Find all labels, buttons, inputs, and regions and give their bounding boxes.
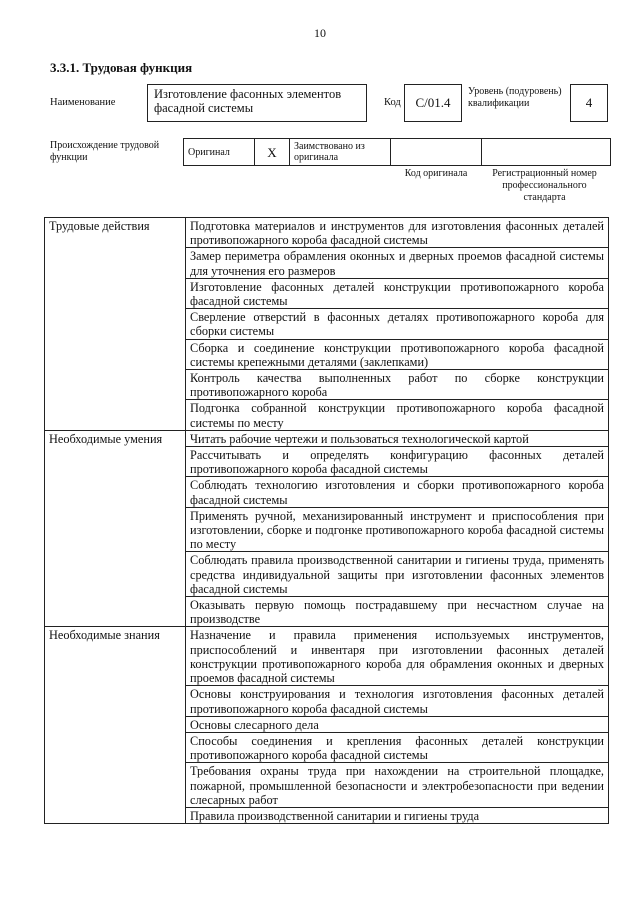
table-row — [45, 552, 609, 597]
category-cell — [45, 686, 186, 716]
original-label: Оригинал — [184, 139, 255, 166]
table-row — [45, 763, 609, 808]
item-cell: Применять ручной, механизированный инструмент и приспособления при изготовлении, сборке и подгонке противопожарного короба фасадной системы по месту — [186, 507, 609, 552]
category-cell — [45, 339, 186, 369]
name-value: Изготовление фасонных элементов фасадной системы — [147, 84, 367, 122]
table-row — [45, 278, 609, 308]
category-cell — [45, 309, 186, 339]
table-row — [45, 597, 609, 627]
item-cell: Требования охраны труда при нахождении на строительной площадке, пожарной, промышленной безопасности и электробезопасности при ведении слесарных работ — [186, 763, 609, 808]
item-cell: Правила производственной санитарии и гигиены труда — [186, 807, 609, 823]
category-cell: Трудовые действия — [45, 218, 186, 248]
table-row — [45, 248, 609, 278]
section-title: 3.3.1. Трудовая функция — [50, 60, 193, 75]
item-cell: Сверление отверстий в фасонных деталях противопожарного короба для сборки системы — [186, 309, 609, 339]
origin-code-caption: Код оригинала — [404, 168, 468, 179]
name-label: Наименование — [50, 97, 116, 108]
item-cell: Соблюдать технологию изготовления и сборки противопожарного короба фасадной системы — [186, 477, 609, 507]
category-cell — [45, 477, 186, 507]
table-row — [45, 807, 609, 823]
table-row — [45, 309, 609, 339]
category-cell — [45, 278, 186, 308]
category-cell — [45, 447, 186, 477]
page-number: 10 — [314, 26, 326, 40]
item-cell: Соблюдать правила производственной санитарии и гигиены труда, применять средства индивидуальной защиты при изготовлении фасонных элементов фасадной системы — [186, 552, 609, 597]
category-cell — [45, 400, 186, 430]
table-row — [45, 686, 609, 716]
code-value: С/01.4 — [404, 84, 462, 122]
item-cell: Подготовка материалов и инструментов для изготовления фасонных деталей противопожарного короба фасадной системы — [186, 218, 609, 248]
origin-reg-cell — [482, 139, 611, 166]
category-cell — [45, 507, 186, 552]
origin-label: Происхождение трудовой функции — [50, 140, 160, 163]
table-row — [45, 430, 609, 446]
category-cell — [45, 370, 186, 400]
category-cell — [45, 248, 186, 278]
item-cell: Подгонка собранной конструкции противопожарного короба фасадной системы по месту — [186, 400, 609, 430]
table-row — [45, 339, 609, 369]
category-cell — [45, 807, 186, 823]
item-cell: Замер периметра обрамления оконных и дверных проемов фасадной системы для уточнения его размеров — [186, 248, 609, 278]
item-cell: Способы соединения и крепления фасонных деталей конструкции противопожарного короба фасадной системы — [186, 732, 609, 762]
table-row — [45, 447, 609, 477]
category-cell: Необходимые умения — [45, 430, 186, 446]
item-cell: Читать рабочие чертежи и пользоваться технологической картой — [186, 430, 609, 446]
table-row — [45, 370, 609, 400]
function-table — [44, 217, 609, 824]
original-mark: X — [255, 139, 290, 166]
item-cell: Контроль качества выполненных работ по сборке конструкции противопожарного короба — [186, 370, 609, 400]
table-row — [45, 400, 609, 430]
item-cell: Рассчитывать и определять конфигурацию фасонных деталей противопожарного короба фасадной системы — [186, 447, 609, 477]
table-row — [45, 716, 609, 732]
category-cell: Необходимые знания — [45, 627, 186, 686]
item-cell: Назначение и правила применения используемых инструментов, приспособлений и инвентаря при изготовлении фасонных деталей конструкции противопожарного короба для обрамления оконных и дверных проемов фасадной системы — [186, 627, 609, 686]
category-cell — [45, 732, 186, 762]
borrowed-label: Заимствовано из оригинала — [290, 139, 391, 166]
item-cell: Основы конструирования и технология изготовления фасонных деталей противопожарного короба фасадной системы — [186, 686, 609, 716]
category-cell — [45, 597, 186, 627]
code-label: Код — [384, 97, 401, 108]
table-row — [45, 477, 609, 507]
item-cell: Основы слесарного дела — [186, 716, 609, 732]
item-cell: Сборка и соединение конструкции противопожарного короба фасадной системы крепежными деталями (заклепками) — [186, 339, 609, 369]
table-row — [45, 732, 609, 762]
item-cell: Оказывать первую помощь пострадавшему при несчастном случае на производстве — [186, 597, 609, 627]
table-row — [45, 507, 609, 552]
level-value: 4 — [570, 84, 608, 122]
category-cell — [45, 716, 186, 732]
table-row — [45, 218, 609, 248]
origin-table — [183, 138, 611, 166]
category-cell — [45, 763, 186, 808]
table-row — [45, 627, 609, 686]
origin-code-cell — [391, 139, 482, 166]
item-cell: Изготовление фасонных деталей конструкции противопожарного короба фасадной системы — [186, 278, 609, 308]
level-label: Уровень (подуровень) квалификации — [468, 86, 562, 109]
origin-reg-caption: Регистрационный номер профессионального стандарта — [492, 168, 597, 203]
category-cell — [45, 552, 186, 597]
